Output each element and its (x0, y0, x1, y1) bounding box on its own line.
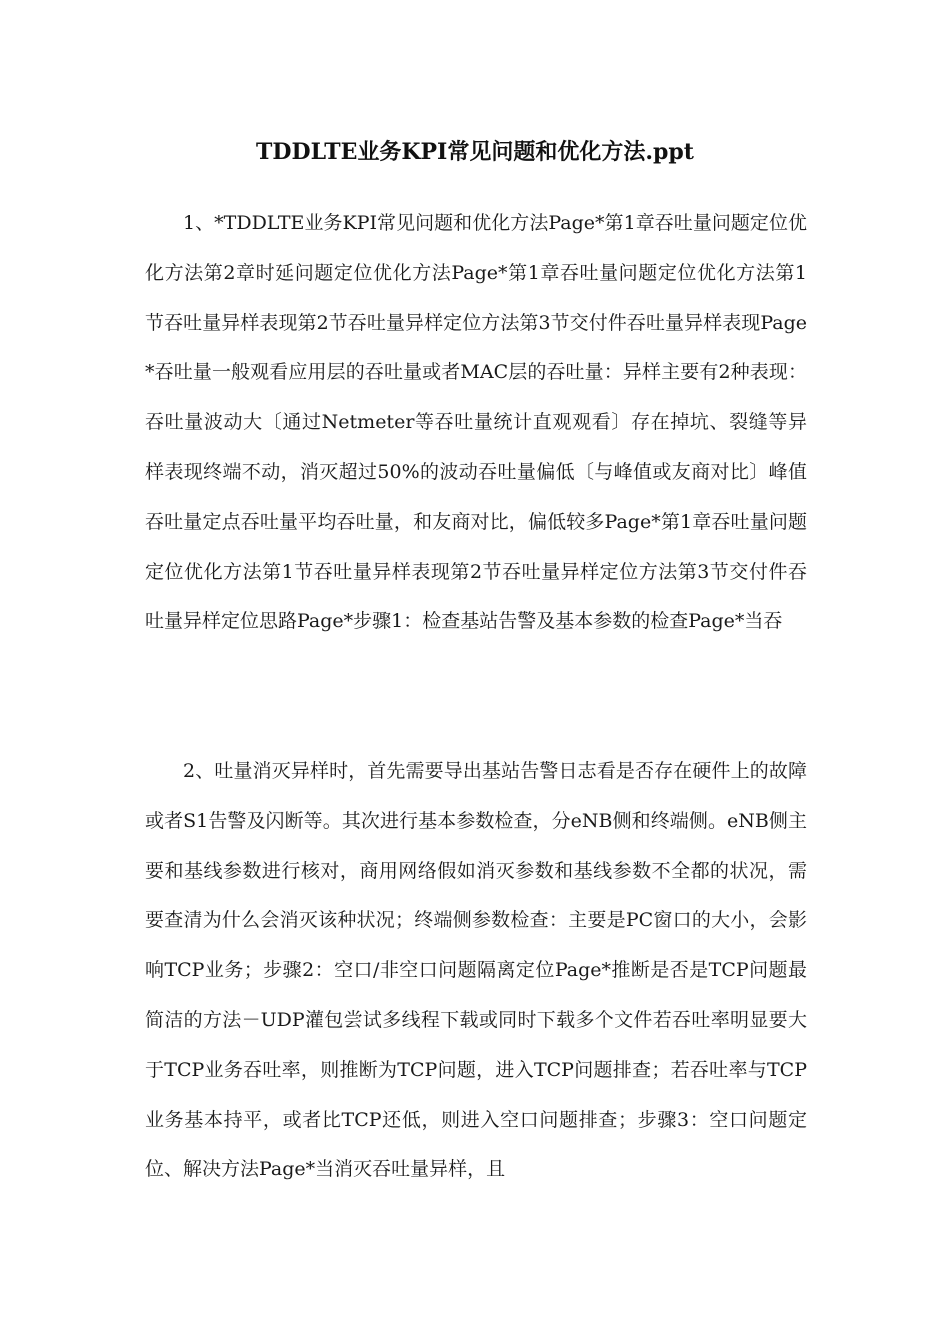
document-title: TDDLTE业务KPI常见问题和优化方法.ppt (256, 139, 694, 165)
paragraph-1: 1、*TDDLTE业务KPI常见问题和优化方法Page*第1章吞吐量问题定位优化方法第2章时延问题定位优化方法Page*第1章吞吐量问题定位优化方法第1节吞吐量异样表现第2节吞吐量异样定位方法第3节交付件吞吐量异样表现Page*吞吐量一般观看应用层的吞吐量或者MAC层的吞吐量：异样主要有2种表现：吞吐量波动大〔通过Netmeter等吞吐量统计直观观看〕存在掉坑、裂缝等异样表现终端不动，消灭超过50%的波动吞吐量偏低〔与峰值或友商对比〕峰值吞吐量定点吞吐量平均吞吐量，和友商对比，偏低较多Page*第1章吞吐量问题定位优化方法第1节吞吐量异样表现第2节吞吐量异样定位方法第3节交付件吞吐量异样定位思路Page*步骤1：检查基站告警及基本参数的检查Page*当吞 (145, 212, 807, 633)
paragraph-2: 2、吐量消灭异样时，首先需要导出基站告警日志看是否存在硬件上的故障或者S1告警及闪断等。其次进行基本参数检查，分eNB侧和终端侧。eNB侧主要和基线参数进行核对，商用网络假如消灭参数和基线参数不全都的状况，需要查清为什么会消灭该种状况；终端侧参数检查：主要是PC窗口的大小，会影响TCP业务；步骤2：空口/非空口问题隔离定位Page*推断是否是TCP问题最简洁的方法－UDP灌包尝试多线程下载或同时下载多个文件若吞吐率明显要大于TCP业务吞吐率，则推断为TCP问题，进入TCP问题排查；若吞吐率与TCP业务基本持平，或者比TCP还低，则进入空口问题排查；步骤3：空口问题定位、解决方法Page*当消灭吞吐量异样，且 (145, 760, 807, 1181)
